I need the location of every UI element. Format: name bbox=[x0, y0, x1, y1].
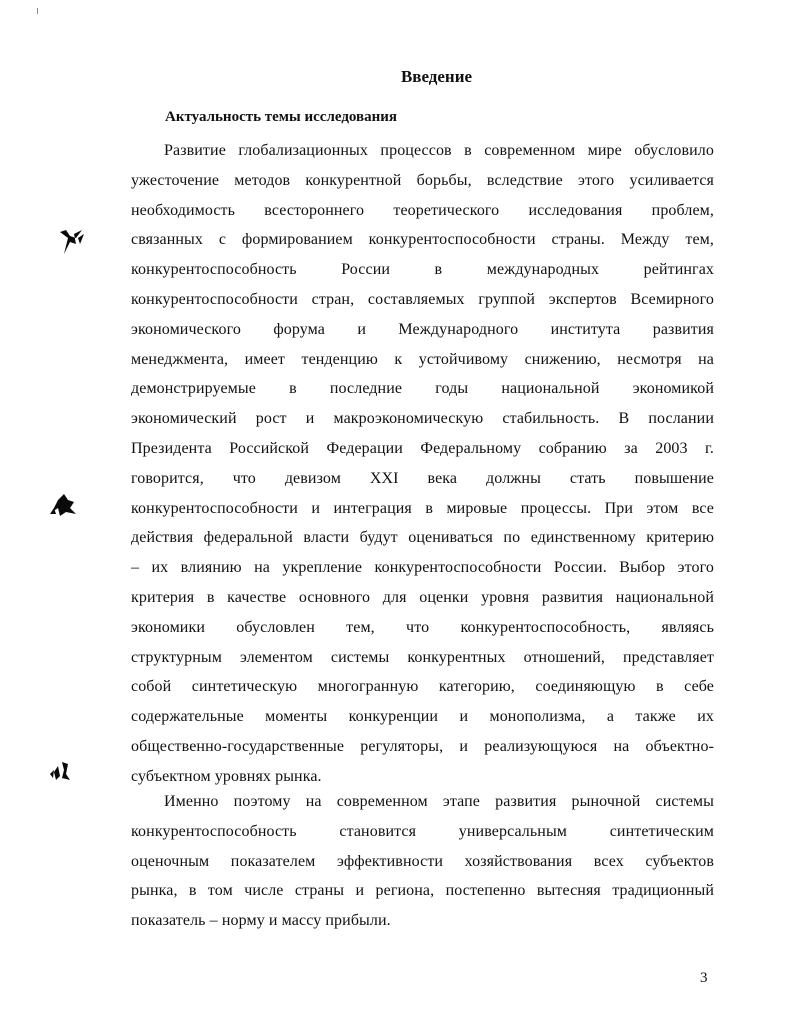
text-line: субъектном уровнях рынка. bbox=[131, 767, 322, 785]
text-line: экономики обусловлен тем, что конкурентоспособность, являясь bbox=[131, 618, 714, 636]
text-line: конкурентоспособность России в международных рейтингах bbox=[131, 261, 714, 279]
page-number: 3 bbox=[700, 970, 708, 986]
text-line: экономического форума и Международного института развития bbox=[131, 320, 714, 338]
text-line: говорится, что девизом XXI века должны стать повышение bbox=[131, 469, 714, 487]
text-line: собой синтетическую многогранную категорию, соединяющую в себе bbox=[131, 678, 714, 696]
text-line: Именно поэтому на современном этапе развития рыночной системы bbox=[164, 793, 714, 810]
margin-ink-mark-2 bbox=[48, 490, 80, 518]
text-line: рынка, в том числе страны и региона, постепенно вытесняя традиционный bbox=[131, 882, 714, 900]
text-line: демонстрируемые в последние годы национальной экономикой bbox=[131, 380, 714, 398]
text-line: общественно-государственные регуляторы, и реализующуюся на объектно- bbox=[131, 737, 714, 755]
text-line: – их влиянию на укрепление конкурентоспособности России. Выбор этого bbox=[131, 559, 714, 577]
text-line: структурным элементом системы конкурентных отношений, представляет bbox=[131, 648, 714, 666]
text-line: Развитие глобализационных процессов в современном мире обусловило bbox=[164, 142, 714, 159]
paragraph-1 bbox=[131, 136, 714, 792]
text-line: содержательные моменты конкуренции и монополизма, а также их bbox=[131, 708, 714, 726]
text-line: конкурентоспособности и интеграция в мировые процессы. При этом все bbox=[131, 499, 714, 517]
text-line: оценочным показателем эффективности хозяйствования всех субъектов bbox=[131, 852, 714, 870]
text-line: ужесточение методов конкурентной борьбы, вследствие этого усиливается bbox=[131, 171, 714, 189]
text-line: действия федеральной власти будут оцениваться по единственному критерию bbox=[131, 529, 714, 547]
text-line: необходимость всестороннего теоретического исследования проблем, bbox=[131, 201, 714, 219]
margin-ink-mark-1 bbox=[54, 224, 88, 258]
margin-ink-mark-3 bbox=[48, 756, 78, 786]
text-line: показатель – норму и массу прибыли. bbox=[131, 912, 391, 930]
text-line: связанных с формированием конкурентоспособности страны. Между тем, bbox=[131, 231, 714, 249]
text-line: менеджмента, имеет тенденцию к устойчивому снижению, несмотря на bbox=[131, 350, 714, 368]
text-line: конкурентоспособности стран, составляемых группой экспертов Всемирного bbox=[131, 290, 714, 308]
section-heading: Актуальность темы исследования bbox=[165, 109, 398, 125]
text-line: критерия в качестве основного для оценки уровня развития национальной bbox=[131, 588, 714, 606]
text-line: Президента Российской Федерации Федеральному собранию за 2003 г. bbox=[131, 439, 714, 457]
scan-artifact bbox=[37, 8, 38, 14]
text-line: конкурентоспособность становится универсальным синтетическим bbox=[131, 822, 714, 840]
page-title: Введение bbox=[400, 67, 473, 86]
text-line: экономический рост и макроэкономическую стабильность. В послании bbox=[131, 410, 714, 428]
paragraph-2 bbox=[131, 787, 714, 936]
